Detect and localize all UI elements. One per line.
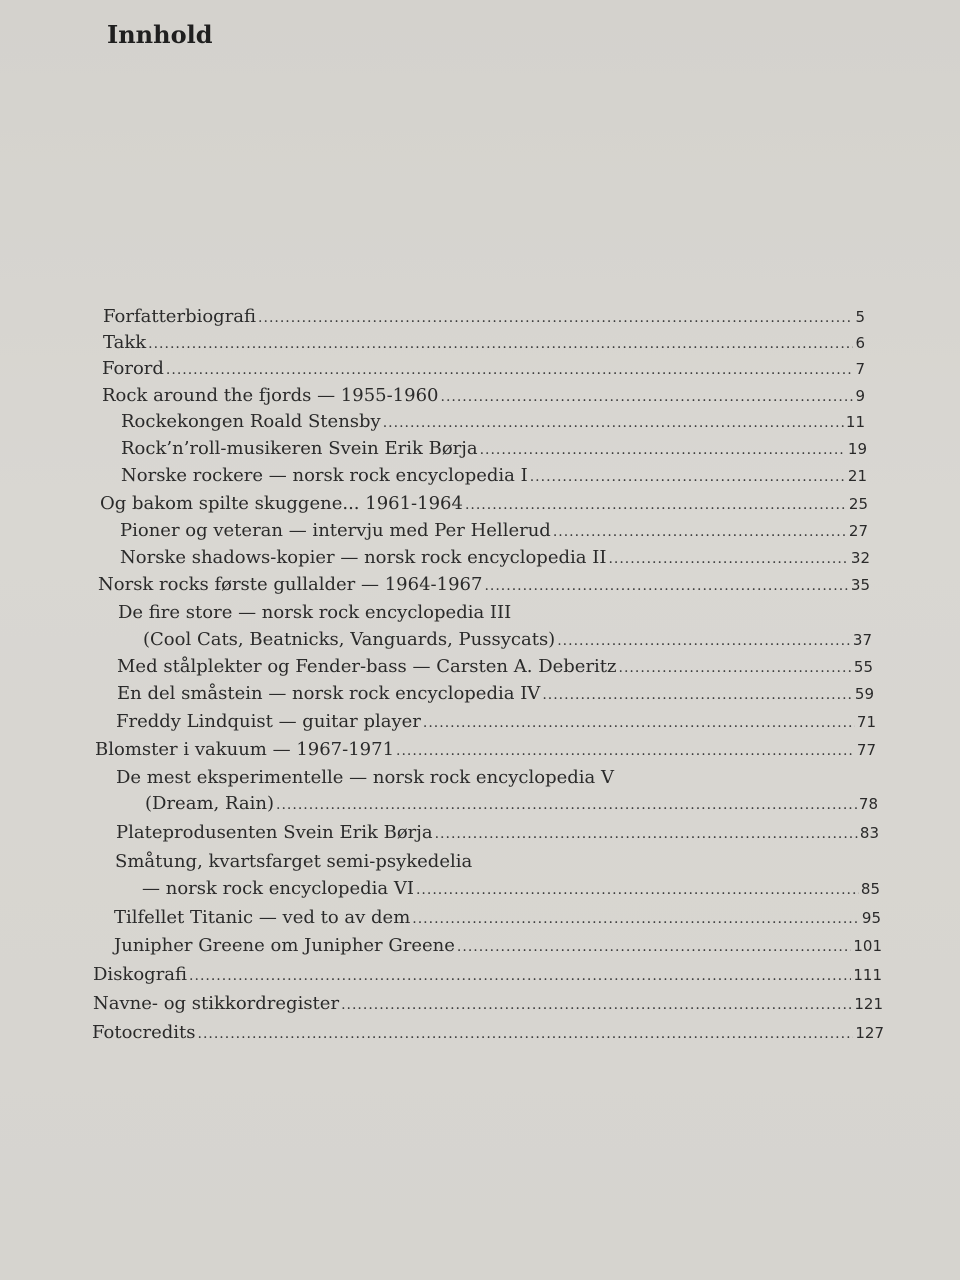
toc-entry-page: 6 (855, 334, 865, 352)
toc-entry-title: Blomster i vakuum — 1967-1971 (95, 739, 395, 760)
toc-entry-page: 32 (850, 549, 870, 567)
toc-entry (114, 907, 881, 930)
toc-leader (465, 494, 847, 516)
toc-entry (116, 822, 879, 845)
toc-entry-title: Forord (102, 358, 164, 379)
toc-entry-page: 95 (861, 909, 881, 927)
toc-entry-page: 78 (858, 795, 878, 813)
toc-entry-page: 35 (850, 576, 870, 594)
toc-entry (114, 935, 882, 958)
toc-entry-page: 11 (845, 413, 865, 431)
toc-entry-title: De fire store — norsk rock encyclopedia III (118, 602, 512, 623)
toc-leader (619, 657, 852, 679)
toc-entry-title: De mest eksperimentelle — norsk rock encyclopedia V (116, 767, 614, 788)
toc-entry (115, 851, 472, 873)
toc-entry-page: 59 (854, 685, 874, 703)
toc-entry-page: 7 (855, 360, 865, 378)
toc-entry-page: 9 (855, 387, 865, 405)
toc-leader (542, 684, 853, 706)
toc-leader (480, 439, 846, 461)
toc-entry (103, 306, 865, 329)
toc-entry-title: Tilfellet Titanic — ved to av dem (114, 907, 411, 928)
toc-entry (143, 629, 872, 652)
toc-entry (92, 1022, 884, 1045)
toc-entry (102, 385, 865, 408)
toc-entry-page: 71 (856, 713, 876, 731)
page-title: Innhold (107, 20, 213, 49)
toc-entry (117, 683, 874, 706)
toc-entry-title: Norske rockere — norsk rock encyclopedia I (121, 465, 528, 486)
toc-entry (95, 739, 876, 762)
toc-entry-title: Småtung, kvartsfarget semi-psykedelia (115, 851, 473, 872)
toc-entry-page: 77 (856, 741, 876, 759)
toc-leader (148, 333, 853, 355)
toc-entry (145, 793, 878, 816)
toc-leader (412, 908, 860, 930)
toc-entry-title: Rock around the fjords — 1955-1960 (102, 385, 439, 406)
toc-entry (142, 878, 880, 901)
toc-entry (102, 358, 865, 381)
toc-leader (396, 740, 855, 762)
toc-entry-title: Navne- og stikkordregister (93, 993, 340, 1014)
toc-entry (100, 493, 868, 516)
toc-leader (457, 936, 851, 958)
toc-entry-page: 127 (855, 1024, 884, 1042)
toc-entry-title: Plateprodusenten Svein Erik Børja (116, 822, 433, 843)
toc-entry-title: Norsk rocks første gullalder — 1964-1967 (98, 574, 483, 595)
toc-entry (103, 332, 865, 355)
toc-entry (118, 602, 511, 624)
toc-leader (441, 386, 854, 408)
toc-entry-page: 25 (848, 495, 868, 513)
toc-entry (120, 520, 868, 543)
toc-entry-title: Pioner og veteran — intervju med Per Hellerud (120, 520, 551, 541)
toc-entry-title: En del småstein — norsk rock encyclopedia IV (117, 683, 541, 704)
toc-entry-title: Junipher Greene om Junipher Greene (114, 935, 455, 956)
toc-entry-page: 27 (848, 522, 868, 540)
toc-leader (484, 575, 848, 597)
toc-leader (198, 1023, 854, 1045)
toc-entry (116, 711, 876, 734)
toc-leader (435, 823, 858, 845)
toc-leader (276, 794, 857, 816)
toc-entry-title: Takk (103, 332, 147, 353)
toc-entry-page: 21 (847, 467, 867, 485)
toc-entry (93, 993, 883, 1016)
toc-entry (121, 465, 867, 488)
toc-entry-page: 83 (859, 824, 879, 842)
toc-entry-title: Rock’n’roll-musikeren Svein Erik Børja (121, 438, 478, 459)
toc-leader (423, 712, 855, 734)
toc-entry (116, 767, 614, 789)
toc-leader (383, 412, 844, 434)
toc-entry (120, 547, 870, 570)
toc-entry-page: 121 (854, 995, 883, 1013)
toc-entry-page: 55 (853, 658, 873, 676)
toc-entry-title: Norske shadows-kopier — norsk rock encyclopedia II (120, 547, 607, 568)
toc-entry-title: Rockekongen Roald Stensby (121, 411, 381, 432)
toc-leader (608, 548, 848, 570)
toc-leader (166, 359, 854, 381)
toc-leader (557, 630, 851, 652)
toc-entry (98, 574, 870, 597)
toc-leader (341, 994, 852, 1016)
toc-entry-title: (Dream, Rain) (145, 793, 275, 814)
toc-entry-page: 5 (855, 308, 865, 326)
toc-leader (416, 879, 859, 901)
toc-entry-title: Forfatterbiografi (103, 306, 257, 327)
toc-leader (189, 965, 851, 987)
toc-entry-title: — norsk rock encyclopedia VI (142, 878, 414, 899)
toc-entry-title: Med stålplekter og Fender-bass — Carsten A. Deberitz (117, 656, 617, 677)
toc-leader (258, 307, 853, 329)
toc-entry-title: (Cool Cats, Beatnicks, Vanguards, Pussycats) (143, 629, 556, 650)
toc-entry (117, 656, 873, 679)
toc-entry (121, 438, 867, 461)
toc-leader (530, 466, 846, 488)
toc-entry-page: 85 (860, 880, 880, 898)
toc-entry-page: 101 (853, 937, 882, 955)
toc-entry-page: 19 (847, 440, 867, 458)
toc-leader (553, 521, 847, 543)
toc-entry-title: Fotocredits (92, 1022, 196, 1043)
toc-entry-title: Diskografi (93, 964, 188, 985)
toc-entry-title: Freddy Lindquist — guitar player (116, 711, 421, 732)
toc-entry-page: 111 (853, 966, 882, 984)
toc-entry-title: Og bakom spilte skuggene... 1961-1964 (100, 493, 463, 514)
toc-entry (121, 411, 865, 434)
toc-entry-page: 37 (852, 631, 872, 649)
toc-entry (93, 964, 882, 987)
